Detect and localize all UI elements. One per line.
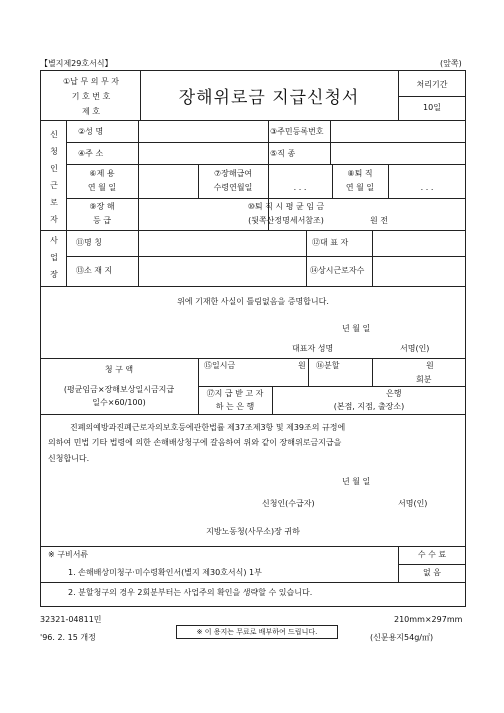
- representative-label: ⑫대 표 자: [312, 238, 349, 247]
- employ-date-label-1: ⑥제 용: [89, 169, 115, 178]
- bank-name-label: 은행: [386, 389, 402, 398]
- certify-date: 년 월 일: [342, 324, 371, 333]
- installment-unit-times: 회분: [416, 375, 432, 384]
- applicant-signature-label: 신청인(수급자): [262, 499, 315, 508]
- employ-date-label-2: 연 월 일: [87, 183, 117, 192]
- bank-label-1: ⑰지 급 받 고 자: [206, 389, 264, 398]
- retire-date-label-2: 연 월 일: [345, 183, 375, 192]
- avg-wage-unit: 원 전: [370, 216, 388, 225]
- form-number: 【별지제29호서식】: [40, 59, 113, 68]
- claim-amount-label: 청 구 액: [104, 365, 134, 374]
- claim-formula-1: (평균임금×장해보상일시금지급: [63, 385, 175, 394]
- form-code: 32321-04811민: [40, 615, 102, 624]
- addressee: 지방노동청(사무소)장 귀하: [206, 527, 300, 536]
- compensation-date-blank[interactable]: . . .: [293, 183, 307, 192]
- reg-no-label-2: 기 호 번 호: [71, 92, 111, 101]
- free-notice: ※ 이 용지는 무료로 배부하여 드립니다.: [196, 628, 318, 636]
- compensation-date-label-2: 수령연월일: [213, 183, 253, 192]
- fee-value: 없 음: [423, 568, 441, 577]
- application-seal: 서명(인): [398, 499, 428, 508]
- side-indicator: (앞쪽): [440, 59, 462, 68]
- documents-item-2: 2. 분할청구의 경우 2회분부터는 사업주의 확인을 생략할 수 있습니다.: [68, 588, 313, 597]
- address-label: ④주 소: [78, 149, 104, 158]
- compensation-date-label-1: ⑦장해급여: [213, 169, 253, 178]
- bank-detail: (본점, 지점, 출장소): [333, 402, 405, 411]
- fee-label: 수 수 료: [417, 550, 447, 559]
- applicant-section-label: 신청인근로자: [50, 130, 58, 224]
- representative-name-label: 대표자 성명: [292, 344, 334, 353]
- documents-item-1: 1. 손해배상미청구·미수령확인서(별지 제30호서식) 1부: [68, 568, 262, 577]
- installment-unit-won: 원: [426, 361, 434, 370]
- processing-period-label: 처리기간: [416, 80, 448, 89]
- revision-date: '96. 2. 15 개정: [40, 633, 96, 642]
- certify-seal: 서명(인): [400, 344, 430, 353]
- documents-heading: ※ 구비서류: [48, 550, 89, 559]
- claim-formula-2: 일수×60/100): [92, 398, 146, 407]
- processing-period-value: 10일: [423, 103, 441, 112]
- job-label: ⑤직 종: [270, 149, 296, 158]
- workers-count-label: ⑭상시근로자수: [310, 266, 365, 275]
- bank-label-2: 하 는 은 행: [215, 402, 255, 411]
- application-date: 년 월 일: [342, 477, 371, 486]
- reg-no-label-3: 제 호: [82, 107, 100, 116]
- workplace-section-label: 사업장: [50, 236, 58, 279]
- avg-wage-label-1: ⑩퇴 직 시 평 균 임 금: [247, 202, 325, 211]
- application-text-2: 의하여 민법 기타 법령에 의한 손해배상청구에 갈음하여 위와 같이 장해위로금지급을: [48, 438, 342, 447]
- application-text-1: 진폐의예방과진폐근로자의보호등에관한법률 제37조제3항 및 제39조의 규정에: [70, 423, 346, 432]
- paper-type: (신문용지54g/㎡): [370, 633, 434, 642]
- workplace-location-label: ⑬소 재 지: [76, 266, 113, 275]
- disability-grade-label-2: 등 급: [93, 216, 111, 225]
- retire-date-blank[interactable]: . . .: [420, 183, 434, 192]
- workplace-name-label: ⑪명 칭: [76, 238, 102, 247]
- disability-grade-label-1: ⑨장 해: [89, 202, 115, 211]
- lump-sum-unit: 원: [298, 361, 306, 370]
- resident-no-label: ③주민등록번호: [270, 127, 324, 136]
- lump-sum-label: ⑮일시금: [204, 361, 236, 370]
- installment-label: ⑯분할: [316, 361, 340, 370]
- paper-size: 210mm×297mm: [394, 615, 463, 624]
- name-label: ②성 명: [78, 127, 104, 136]
- certify-statement: 위에 기재한 사실이 틀림없음을 증명합니다.: [177, 297, 329, 306]
- avg-wage-label-2: (뒷쪽산정명세서참조): [248, 216, 324, 225]
- reg-no-label-1: ①납 무 의 무 자: [63, 77, 119, 86]
- application-text-3: 신청합니다.: [48, 454, 90, 463]
- page-title: 장해위로금 지급신청서: [178, 88, 360, 108]
- retire-date-label-1: ⑧퇴 직: [347, 169, 373, 178]
